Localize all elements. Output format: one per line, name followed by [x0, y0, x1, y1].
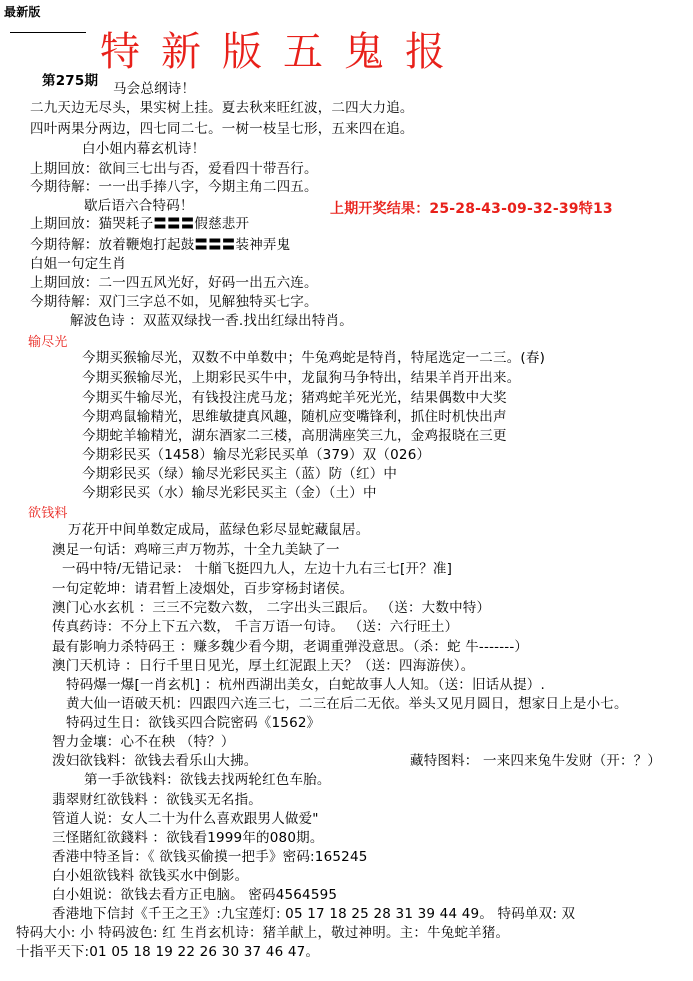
list-item: 今期买牛输尽光，有钱投注虎马龙；猪鸡蛇羊死光光，结果偶数中大奖 — [82, 390, 507, 406]
list-item: 今期彩民买（水）输尽光彩民买主（金）（土）中 — [82, 485, 377, 501]
list-item: 特码过生日：欲钱买四合院密码《1562》 — [66, 715, 321, 731]
side-note: 藏特图料： 一来四来兔牛发财（开：？） — [410, 753, 662, 769]
list-item: 智力金壤：心不在秧 （特？） — [52, 734, 235, 750]
intro-line: 上期回放：猫哭耗子〓〓〓假慈悲开 — [30, 216, 250, 232]
list-item: 特码爆一爆[一肖玄机] ：杭州西湖出美女，白蛇故事人人知。（送：旧话从提）. — [66, 677, 545, 693]
list-item: 十指平天下:01 05 18 19 22 26 30 37 46 47。 — [16, 944, 320, 960]
list-item: 最有影响力杀特码王 ：赚多魏少看今期，老调重弹没意思。（杀：蛇 牛-------） — [52, 639, 529, 655]
list-item: 澳门天机诗 ：日行千里日见光，厚土红泥跟上天？（送：四海游侠）。 — [52, 658, 475, 674]
list-item: 今期鸡鼠输精光，思维敏捷真风趣，随机应变嘴锋利，抓住时机快出声 — [82, 409, 507, 425]
list-item: 今期买猴输尽光，上期彩民买牛中，龙鼠狗马争特出，结果羊肖开出来。 — [82, 370, 521, 386]
section-heading: 欲钱料 — [28, 506, 68, 521]
list-item: 一句定乾坤：请君暂上凌烟处，百步穿杨封诸侯。 — [52, 581, 354, 597]
list-item: 万花开中间单数定成局，蓝绿色彩尽显蛇藏鼠居。 — [68, 522, 370, 538]
intro-line: 今期待解：放着鞭炮打起鼓〓〓〓装神弄鬼 — [30, 237, 291, 253]
intro-line: 歇后语六合特码！ — [84, 198, 194, 214]
lottery-result: 上期开奖结果：25-28-43-09-32-39特13 — [330, 201, 613, 217]
list-item: 白小姐欲钱料 欲钱买水中倒影。 — [52, 868, 249, 884]
intro-line: 上期回放：欲间三七出与否，爱看四十带吾行。 — [30, 161, 318, 177]
intro-line: 马会总纲诗！ — [113, 81, 196, 97]
list-item: 特码大小: 小 特码波色: 红 生肖玄机诗：猪羊献上，敬过神明。主：牛兔蛇羊猪。 — [16, 925, 510, 941]
issue-number: 第275期 — [42, 73, 99, 89]
intro-line: 今期待解：一一出手捧八字，今期主角二四五。 — [30, 179, 318, 195]
list-item: 白小姐说：欲钱去看方正电脑。 密码4564595 — [52, 887, 338, 903]
list-item: 一码中特/无错记录： 十艏飞挺四九人，左边十九右三七[开？准] — [62, 561, 453, 577]
list-item: 香港地下信封《千王之王》:九宝莲灯: 05 17 18 25 28 31 39 44 49。 特码单双: 双 — [52, 906, 576, 922]
list-item: 澳足一句话：鸡啼三声万物苏，十全九美缺了一 — [52, 542, 340, 558]
intro-line: 二九天边无尽头，果实树上挂。夏去秋来旺红波，二四大力追。 — [30, 100, 414, 116]
page-title: 特新版五鬼报 — [100, 29, 466, 75]
section-heading: 输尽光 — [28, 335, 68, 350]
corner-label: 最新版 — [4, 5, 41, 19]
list-item: 翡翠财红欲钱料 ：欲钱买无名指。 — [52, 792, 262, 808]
list-item: 今期买猴输尽光，双数不中单数中；牛兔鸡蛇是特肖，特尾选定一二三。(春) — [82, 350, 546, 366]
list-item: 澳门心水玄机 ：三三不完数六数， 二字出头三跟后。 （送：大数中特） — [52, 600, 491, 616]
list-item: 今期彩民买（绿）输尽光彩民买主（蓝）防（红）中 — [82, 466, 398, 482]
intro-line: 今期待解：双门三字总不如，见解独特买七字。 — [30, 294, 318, 310]
list-item: 黄大仙一语破天机：四跟四六连三七，二三在后二无依。举头又见月圆日，想家日上是小七。 — [66, 696, 628, 712]
list-item: 管道人说：女人二十为什么喜欢跟男人做爱" — [52, 811, 319, 827]
intro-line: 上期回放：二一四五风光好，好码一出五六连。 — [30, 275, 318, 291]
list-item: 第一手欲钱料：欲钱去找两轮红色车胎。 — [84, 772, 331, 788]
list-item: 传真药诗：不分上下五六数， 千言万语一句诗。 （送：六行旺土） — [52, 619, 459, 635]
intro-line: 四叶两果分两边，四七同二七。一树一枝呈七形，五来四在追。 — [30, 121, 414, 137]
intro-line: 白小姐内幕玄机诗！ — [82, 141, 206, 157]
intro-line: 白姐一句定生肖 — [30, 256, 126, 272]
list-item: 泼妇欲钱料：欲钱去看乐山大拂。 — [52, 753, 258, 769]
list-item: 三怪賭紅欲錢料 ：欲钱看1999年的080期。 — [52, 830, 324, 846]
intro-line: 解波色诗 ：双蓝双绿找一香.找出红绿出特肖。 — [70, 313, 353, 329]
list-item: 今期蛇羊输精光，湖东酒家二三楼，高朋满座笑三九，金鸡报晓在三更 — [82, 428, 507, 444]
corner-rule — [10, 32, 86, 33]
list-item: 今期彩民买（1458）输尽光彩民买单（379）双（026） — [82, 447, 431, 463]
list-item: 香港中特圣旨：《 欲钱买偷摸一把手》密码:165245 — [52, 849, 368, 865]
